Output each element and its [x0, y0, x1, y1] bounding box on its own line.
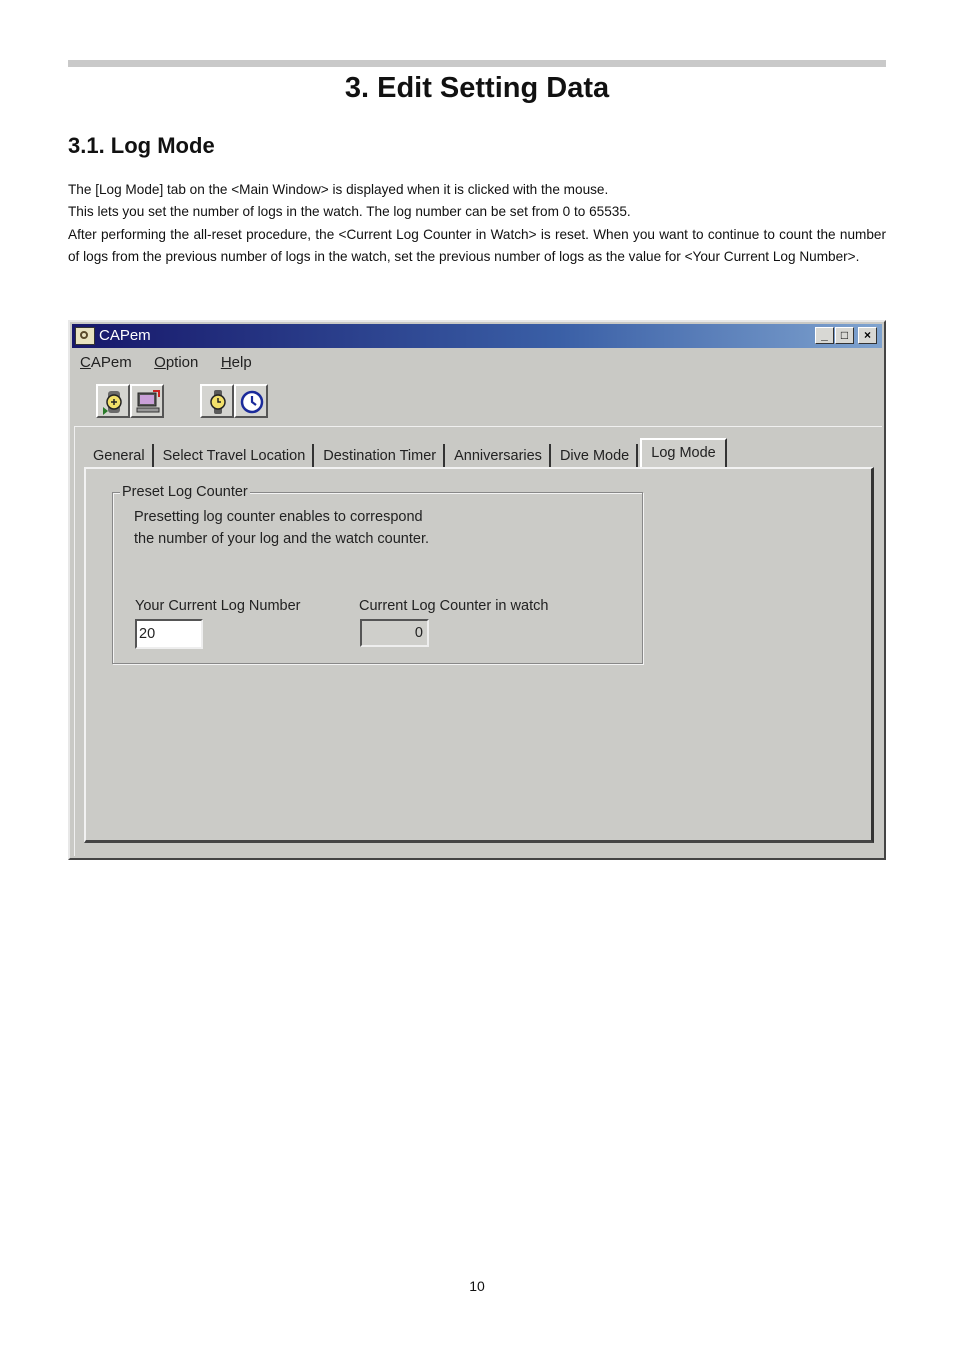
tab-anniversaries[interactable]: Anniversaries	[447, 444, 551, 468]
tab-general[interactable]: General	[86, 444, 154, 468]
description-line: the number of your log and the watch counter.	[134, 531, 430, 547]
group-description	[134, 506, 429, 550]
watch-download-icon	[101, 389, 127, 415]
app-icon[interactable]	[75, 327, 95, 345]
menu-capem[interactable]: CAPem	[80, 354, 132, 371]
clock-icon	[239, 389, 265, 415]
watch-log-counter-field: 0	[360, 619, 429, 647]
menu-help[interactable]: Help	[220, 354, 252, 371]
tab-strip	[86, 438, 729, 468]
page-title: 3. Edit Setting Data	[344, 72, 610, 104]
group-legend: Preset Log Counter	[122, 484, 248, 500]
clock-button[interactable]	[234, 384, 268, 418]
your-log-number-input[interactable]	[135, 619, 203, 649]
tab-destination-timer[interactable]: Destination Timer	[316, 444, 445, 468]
close-button[interactable]: ×	[858, 327, 877, 344]
menu-bar	[80, 352, 270, 374]
watch-icon	[205, 389, 231, 415]
tab-dive-mode[interactable]: Dive Mode	[553, 444, 638, 468]
menu-option[interactable]: Option	[154, 354, 199, 371]
page-number: 10	[469, 1278, 485, 1294]
paragraph: The [Log Mode] tab on the <Main Window> is displayed when it is clicked with the mouse.	[68, 182, 609, 197]
description-line: Presetting log counter enables to correspond	[134, 509, 423, 525]
section-title: 3.1. Log Mode	[68, 133, 215, 158]
minimize-button[interactable]: _	[815, 327, 834, 344]
app-window	[68, 320, 886, 860]
tab-select-travel-location[interactable]: Select Travel Location	[156, 444, 315, 468]
watch-log-counter-label: Current Log Counter in watch	[359, 598, 549, 614]
top-rule	[68, 60, 886, 67]
maximize-button[interactable]: □	[835, 327, 854, 344]
watch-download-button[interactable]	[96, 384, 130, 418]
title-bar[interactable]	[72, 324, 882, 348]
your-log-number-label: Your Current Log Number	[135, 598, 301, 614]
paragraph: After performing the all-reset procedure, the <Current Log Counter in Watch> is reset. When you want to continue to count the number of logs from the previous number of logs in the watch, set the previous number of logs as the value for <Your Current Log Number>.	[68, 226, 886, 264]
watch-button[interactable]	[200, 384, 234, 418]
window-title: CAPem	[99, 327, 151, 344]
computer-upload-button[interactable]	[130, 384, 164, 418]
body-text	[68, 179, 886, 268]
paragraph: This lets you set the number of logs in the watch. The log number can be set from 0 to 65535.	[68, 204, 631, 220]
computer-upload-icon	[135, 389, 161, 415]
tab-log-mode[interactable]: Log Mode	[640, 438, 727, 468]
